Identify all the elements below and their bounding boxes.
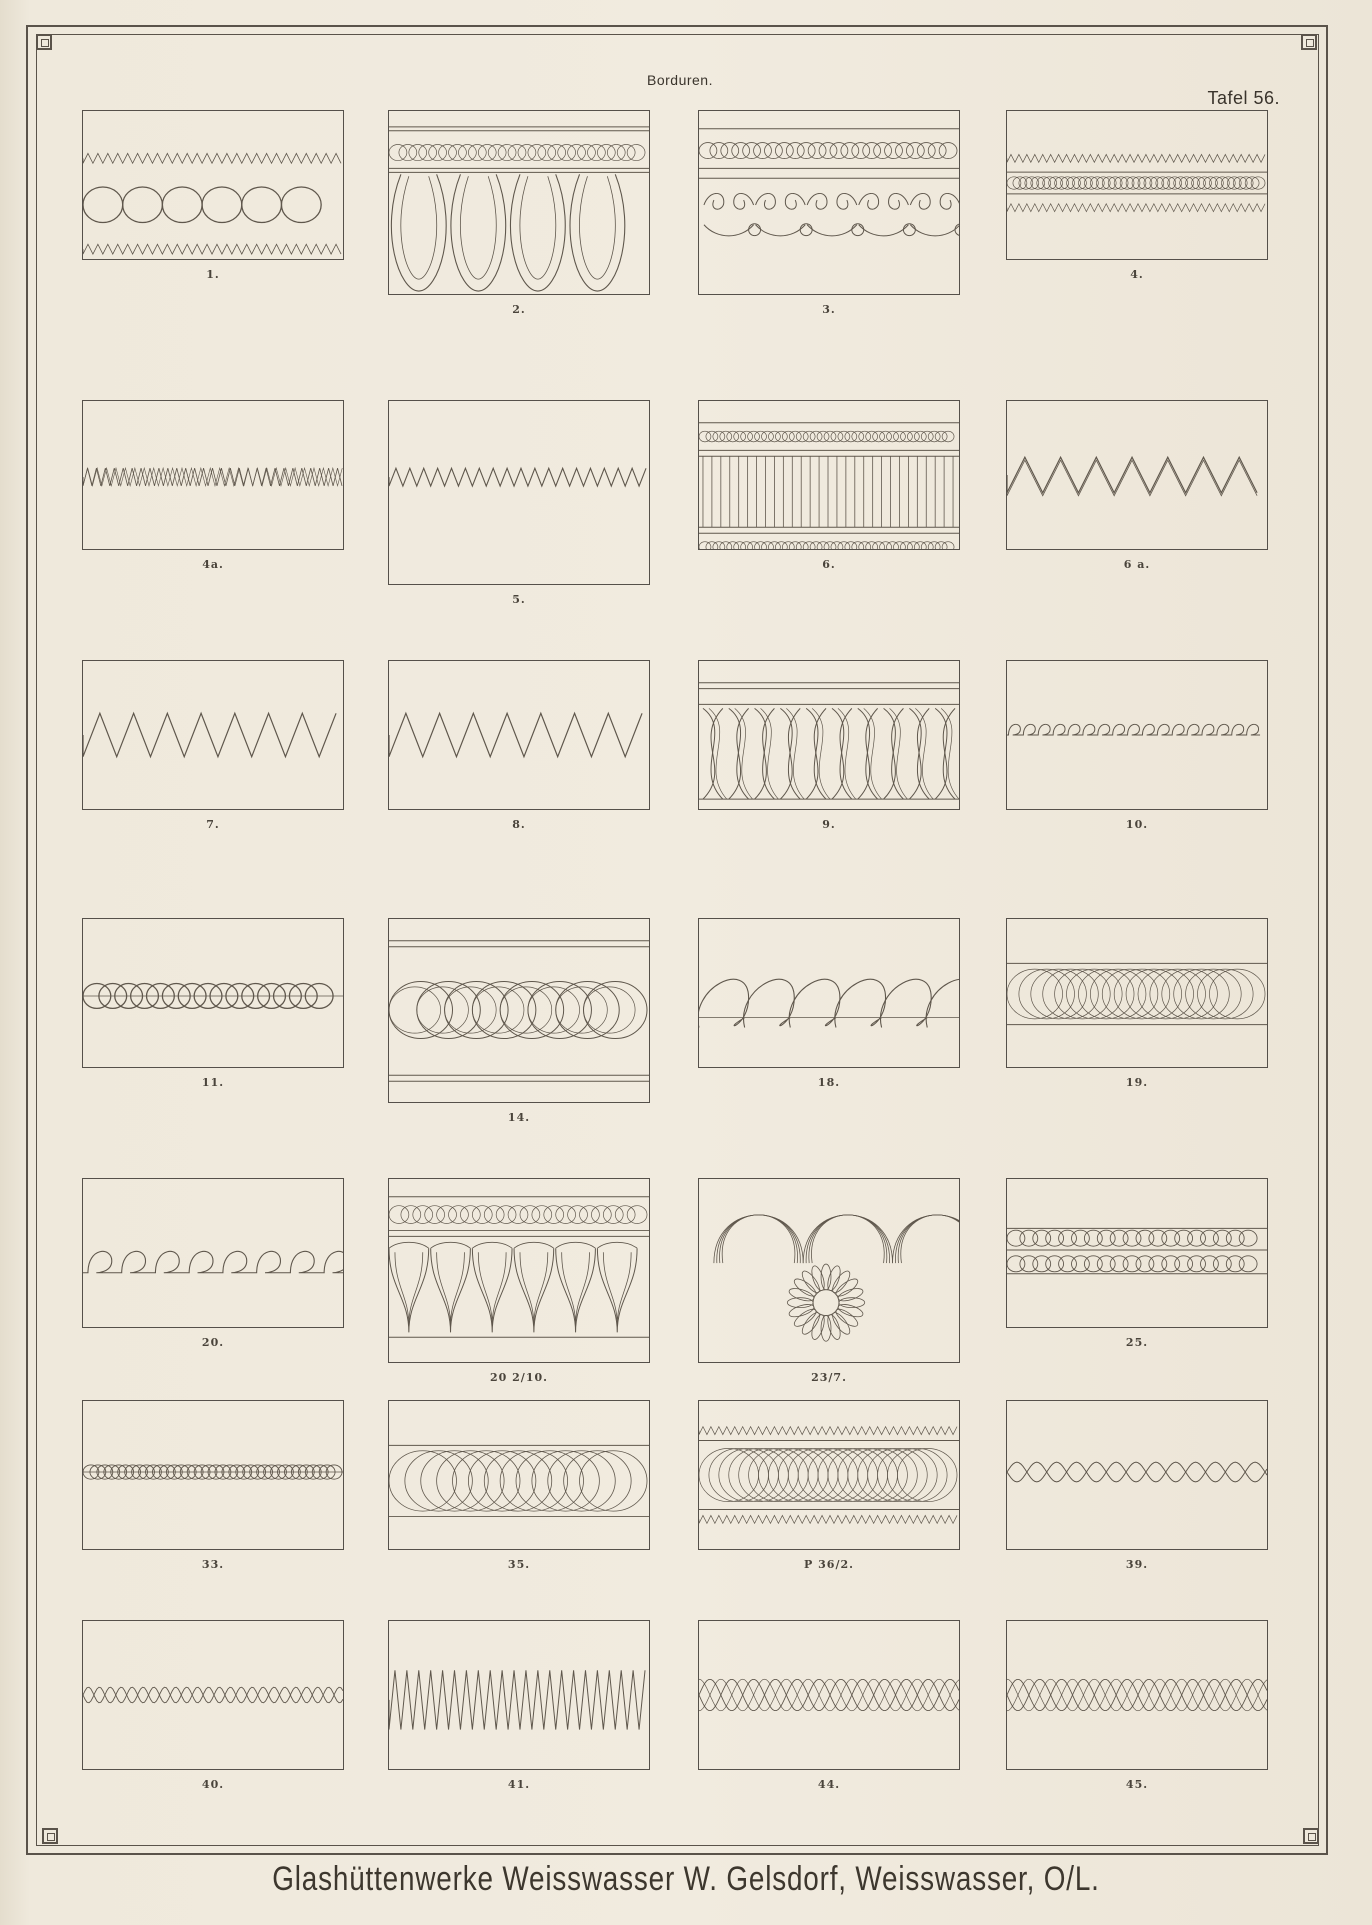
border-motif-drawing (699, 111, 959, 294)
pattern-illustration (698, 1178, 960, 1363)
pattern-cell (1006, 400, 1268, 580)
pattern-illustration (698, 1620, 960, 1770)
corner-ornament (42, 1828, 58, 1844)
pattern-number: 25. (1125, 1336, 1149, 1349)
pattern-cell (1006, 918, 1268, 1098)
border-motif-drawing (83, 1621, 343, 1769)
corner-ornament (1303, 1828, 1319, 1844)
border-motif-drawing (83, 111, 343, 259)
pattern-number: 33. (201, 1558, 225, 1571)
pattern-number: 23/7. (811, 1371, 847, 1384)
pattern-cell (1006, 110, 1268, 290)
pattern-illustration (388, 1400, 650, 1550)
border-motif-drawing (699, 661, 959, 809)
pattern-cell (698, 1178, 960, 1384)
pattern-illustration (82, 1178, 344, 1328)
pattern-cell (82, 110, 344, 290)
plate-heading: Borduren. (647, 72, 713, 88)
pattern-number: 8. (512, 818, 526, 831)
border-motif-drawing (1007, 1621, 1267, 1769)
border-motif-drawing (83, 401, 343, 549)
corner-ornament (1301, 34, 1317, 50)
border-motif-drawing (1007, 1179, 1267, 1327)
border-motif-drawing (699, 1621, 959, 1769)
pattern-illustration (1006, 1400, 1268, 1550)
pattern-number: 6. (822, 558, 836, 571)
pattern-cell (1006, 660, 1268, 840)
pattern-illustration (82, 400, 344, 550)
border-motif-drawing (83, 1401, 343, 1549)
pattern-number: 40. (201, 1778, 225, 1791)
pattern-cell (388, 1620, 650, 1800)
pattern-cell (388, 1178, 650, 1384)
pattern-illustration (82, 918, 344, 1068)
pattern-cell (82, 1620, 344, 1800)
pattern-illustration (388, 660, 650, 810)
pattern-number: 20 2/10. (490, 1371, 548, 1384)
border-motif-drawing (83, 661, 343, 809)
pattern-cell (1006, 1178, 1268, 1358)
pattern-illustration (388, 918, 650, 1103)
border-motif-drawing (1007, 111, 1267, 259)
pattern-number: 9. (822, 818, 836, 831)
pattern-illustration (1006, 918, 1268, 1068)
pattern-illustration (82, 1400, 344, 1550)
pattern-illustration (1006, 1620, 1268, 1770)
pattern-number: 5. (512, 593, 526, 606)
pattern-number: 6 a. (1123, 558, 1151, 571)
pattern-illustration (82, 1620, 344, 1770)
pattern-cell (388, 918, 650, 1124)
pattern-cell (698, 110, 960, 316)
pattern-number: 41. (507, 1778, 531, 1791)
pattern-illustration (698, 1400, 960, 1550)
pattern-illustration (388, 1620, 650, 1770)
publisher-footer: Glashüttenwerke Weisswasser W. Gelsdorf, Weisswasser, O/L. (272, 1860, 1100, 1898)
pattern-cell (388, 400, 650, 606)
pattern-number: 1. (206, 268, 220, 281)
plate-number: Tafel 56. (1207, 88, 1280, 108)
border-motif-drawing (389, 1621, 649, 1769)
pattern-number: 3. (822, 303, 836, 316)
border-motif-drawing (1007, 401, 1267, 549)
pattern-illustration (82, 110, 344, 260)
pattern-cell (1006, 1400, 1268, 1580)
pattern-cell (388, 110, 650, 316)
border-motif-drawing (83, 919, 343, 1067)
pattern-cell (82, 1178, 344, 1358)
pattern-number: 4. (1130, 268, 1144, 281)
pattern-number: 14. (507, 1111, 531, 1124)
pattern-cell (82, 660, 344, 840)
pattern-cell (388, 1400, 650, 1580)
pattern-illustration (388, 110, 650, 295)
border-motif-drawing (699, 1401, 959, 1549)
pattern-number: 10. (1125, 818, 1149, 831)
border-motif-drawing (389, 1401, 649, 1549)
pattern-cell (388, 660, 650, 840)
border-motif-drawing (699, 401, 959, 549)
pattern-illustration (1006, 1178, 1268, 1328)
border-motif-drawing (1007, 919, 1267, 1067)
border-motif-drawing (389, 111, 649, 294)
pattern-number: 18. (817, 1076, 841, 1089)
pattern-illustration (698, 660, 960, 810)
pattern-number: 19. (1125, 1076, 1149, 1089)
pattern-number: 2. (512, 303, 526, 316)
pattern-illustration (698, 918, 960, 1068)
border-motif-drawing (699, 919, 959, 1067)
pattern-number: 44. (817, 1778, 841, 1791)
pattern-number: 11. (201, 1076, 225, 1089)
pattern-illustration (82, 660, 344, 810)
pattern-illustration (388, 400, 650, 585)
pattern-cell (698, 1620, 960, 1800)
pattern-number: 45. (1125, 1778, 1149, 1791)
pattern-number: P 36/2. (804, 1558, 854, 1571)
border-motif-drawing (83, 1179, 343, 1327)
border-motif-drawing (389, 1179, 649, 1362)
pattern-illustration (1006, 110, 1268, 260)
border-motif-drawing (1007, 661, 1267, 809)
pattern-number: 39. (1125, 1558, 1149, 1571)
pattern-cell (82, 918, 344, 1098)
pattern-illustration (1006, 660, 1268, 810)
pattern-cell (698, 1400, 960, 1580)
border-motif-drawing (699, 1179, 959, 1362)
pattern-cell (1006, 1620, 1268, 1800)
border-motif-drawing (389, 401, 649, 584)
pattern-number: 4a. (202, 558, 224, 571)
pattern-illustration (388, 1178, 650, 1363)
corner-ornament (36, 34, 52, 50)
pattern-cell (698, 660, 960, 840)
pattern-cell (698, 918, 960, 1098)
pattern-illustration (698, 110, 960, 295)
pattern-number: 20. (201, 1336, 225, 1349)
pattern-cell (82, 1400, 344, 1580)
border-motif-drawing (389, 919, 649, 1102)
border-motif-drawing (389, 661, 649, 809)
pattern-cell (82, 400, 344, 580)
pattern-number: 35. (507, 1558, 531, 1571)
pattern-illustration (1006, 400, 1268, 550)
border-motif-drawing (1007, 1401, 1267, 1549)
pattern-number: 7. (206, 818, 220, 831)
pattern-cell (698, 400, 960, 580)
pattern-illustration (698, 400, 960, 550)
